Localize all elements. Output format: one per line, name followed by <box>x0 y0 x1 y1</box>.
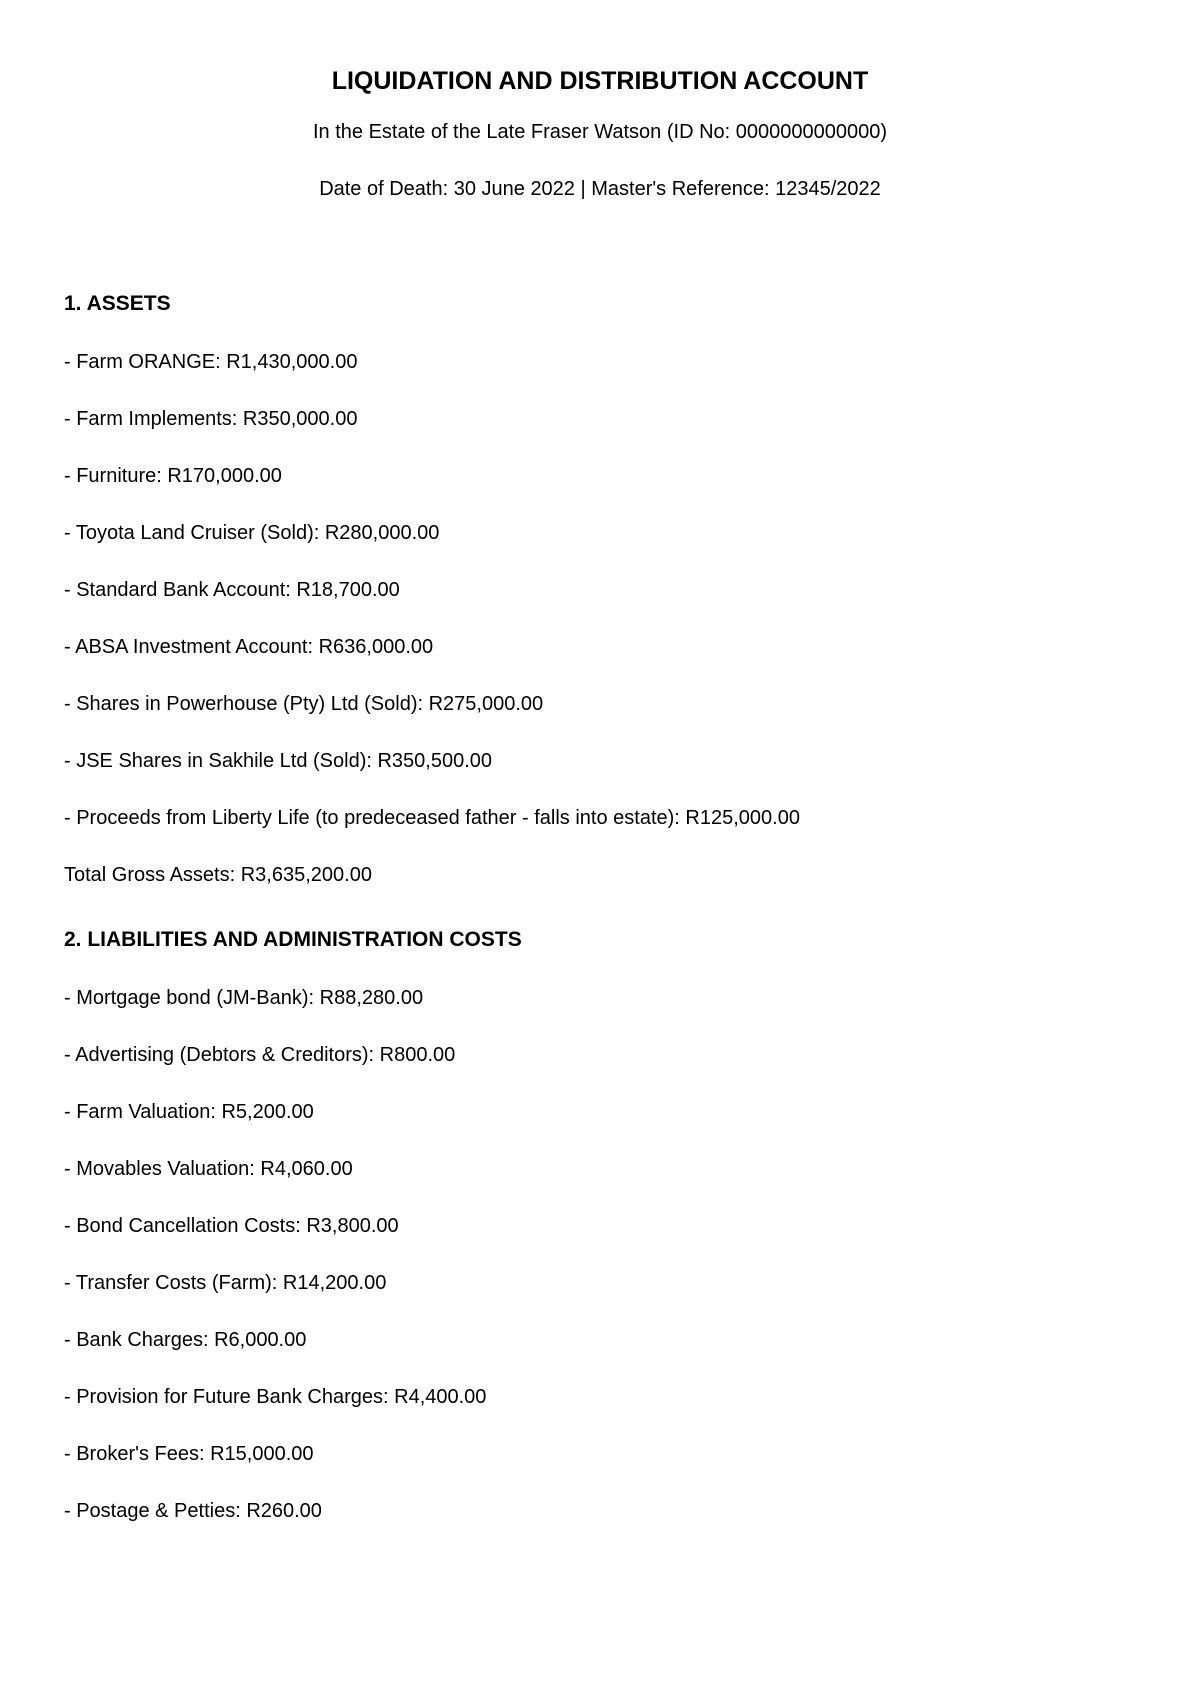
liabilities-section <box>64 927 1136 1523</box>
liability-item: - Provision for Future Bank Charges: R4,400.00 <box>64 1386 487 1408</box>
asset-item: - Farm Implements: R350,000.00 <box>64 408 358 430</box>
liability-item: - Mortgage bond (JM-Bank): R88,280.00 <box>64 987 424 1009</box>
liabilities-heading: 2. LIABILITIES AND ADMINISTRATION COSTS <box>64 928 522 951</box>
liability-item: - Transfer Costs (Farm): R14,200.00 <box>64 1272 387 1294</box>
asset-item: - Toyota Land Cruiser (Sold): R280,000.00 <box>64 522 440 544</box>
liability-item: - Farm Valuation: R5,200.00 <box>64 1101 314 1123</box>
estate-line: In the Estate of the Late Fraser Watson (ID No: 0000000000000) <box>312 121 888 143</box>
asset-item: - Standard Bank Account: R18,700.00 <box>64 579 400 601</box>
asset-item: - Proceeds from Liberty Life (to predeceased father - falls into estate): R125,000.00 <box>64 807 800 829</box>
asset-item: - Farm ORANGE: R1,430,000.00 <box>64 351 358 373</box>
liability-item: - Postage & Petties: R260.00 <box>64 1500 322 1522</box>
asset-item: - ABSA Investment Account: R636,000.00 <box>64 636 434 658</box>
asset-item: - JSE Shares in Sakhile Ltd (Sold): R350,500.00 <box>64 750 493 772</box>
liabilities-list <box>64 986 1136 1523</box>
date-reference-line: Date of Death: 30 June 2022 | Master's Reference: 12345/2022 <box>319 178 881 200</box>
liability-item: - Bond Cancellation Costs: R3,800.00 <box>64 1215 399 1237</box>
liability-item: - Movables Valuation: R4,060.00 <box>64 1158 353 1180</box>
liability-item: - Bank Charges: R6,000.00 <box>64 1329 307 1351</box>
asset-item: - Furniture: R170,000.00 <box>64 465 282 487</box>
liability-item: - Advertising (Debtors & Creditors): R800.00 <box>64 1044 456 1066</box>
document-title: LIQUIDATION AND DISTRIBUTION ACCOUNT <box>331 67 869 95</box>
asset-item: - Shares in Powerhouse (Pty) Ltd (Sold): R275,000.00 <box>64 693 544 715</box>
assets-section <box>64 291 1136 887</box>
liability-item: - Broker's Fees: R15,000.00 <box>64 1443 314 1465</box>
assets-heading: 1. ASSETS <box>64 292 171 315</box>
assets-list <box>64 350 1136 830</box>
total-gross-assets: Total Gross Assets: R3,635,200.00 <box>64 864 372 886</box>
